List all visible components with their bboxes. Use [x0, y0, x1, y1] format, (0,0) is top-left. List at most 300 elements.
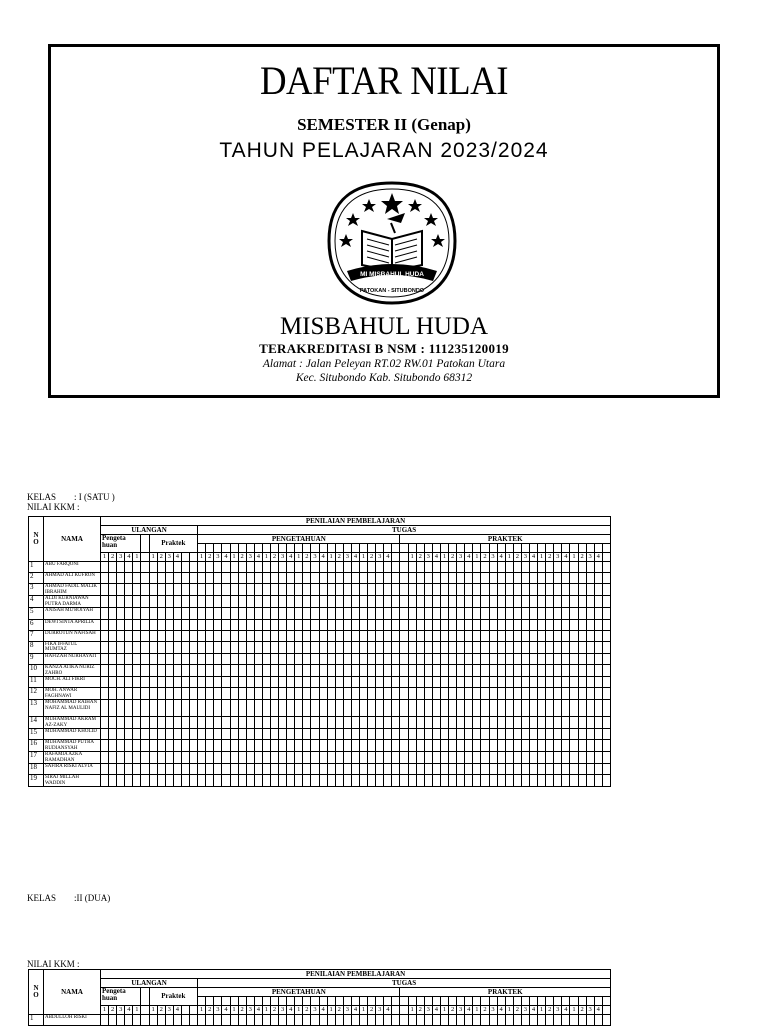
grade-cell[interactable]: [109, 619, 117, 630]
grade-cell[interactable]: [360, 688, 368, 700]
grade-cell[interactable]: [497, 562, 505, 573]
grade-cell[interactable]: [303, 764, 311, 775]
grade-cell[interactable]: [554, 653, 562, 664]
grade-cell[interactable]: [141, 596, 149, 608]
grade-cell[interactable]: [262, 641, 270, 653]
grade-cell[interactable]: [505, 584, 513, 596]
grade-cell[interactable]: [109, 717, 117, 729]
grade-cell[interactable]: [222, 562, 230, 573]
grade-cell[interactable]: [416, 740, 424, 752]
grade-cell[interactable]: [295, 775, 303, 787]
grade-cell[interactable]: [295, 596, 303, 608]
grade-cell[interactable]: [465, 562, 473, 573]
grade-cell[interactable]: [206, 700, 214, 717]
grade-cell[interactable]: [190, 619, 198, 630]
grade-cell[interactable]: [505, 688, 513, 700]
grade-cell[interactable]: [562, 677, 570, 688]
grade-cell[interactable]: [465, 700, 473, 717]
grade-cell[interactable]: [594, 653, 602, 664]
grade-cell[interactable]: [416, 729, 424, 740]
grade-cell[interactable]: [376, 619, 384, 630]
grade-cell[interactable]: [222, 752, 230, 764]
grade-cell[interactable]: [376, 573, 384, 584]
grade-cell[interactable]: [230, 596, 238, 608]
grade-cell[interactable]: [149, 688, 157, 700]
grade-cell[interactable]: [149, 573, 157, 584]
grade-cell[interactable]: [246, 665, 254, 677]
grade-cell[interactable]: [521, 764, 529, 775]
grade-cell[interactable]: [562, 717, 570, 729]
grade-cell[interactable]: [319, 717, 327, 729]
grade-cell[interactable]: [586, 619, 594, 630]
grade-cell[interactable]: [578, 729, 586, 740]
grade-cell[interactable]: [497, 677, 505, 688]
grade-cell[interactable]: [546, 688, 554, 700]
grade-cell[interactable]: [529, 717, 537, 729]
grade-cell[interactable]: [214, 630, 222, 641]
grade-cell[interactable]: [181, 630, 189, 641]
grade-cell[interactable]: [335, 688, 343, 700]
grade-cell[interactable]: [351, 717, 359, 729]
grade-cell[interactable]: [513, 641, 521, 653]
grade-cell[interactable]: [351, 562, 359, 573]
grade-cell[interactable]: [351, 1015, 359, 1026]
grade-cell[interactable]: [570, 584, 578, 596]
grade-cell[interactable]: [230, 700, 238, 717]
grade-cell[interactable]: [117, 630, 125, 641]
grade-cell[interactable]: [270, 619, 278, 630]
grade-cell[interactable]: [424, 688, 432, 700]
grade-cell[interactable]: [190, 641, 198, 653]
grade-cell[interactable]: [489, 677, 497, 688]
grade-cell[interactable]: [262, 630, 270, 641]
grade-cell[interactable]: [432, 717, 440, 729]
grade-cell[interactable]: [222, 1015, 230, 1026]
grade-cell[interactable]: [562, 584, 570, 596]
grade-cell[interactable]: [222, 700, 230, 717]
grade-cell[interactable]: [376, 1015, 384, 1026]
grade-cell[interactable]: [319, 740, 327, 752]
grade-cell[interactable]: [570, 573, 578, 584]
grade-cell[interactable]: [521, 700, 529, 717]
grade-cell[interactable]: [513, 1015, 521, 1026]
grade-cell[interactable]: [230, 717, 238, 729]
grade-cell[interactable]: [295, 729, 303, 740]
grade-cell[interactable]: [311, 608, 319, 619]
grade-cell[interactable]: [270, 1015, 278, 1026]
grade-cell[interactable]: [538, 717, 546, 729]
grade-cell[interactable]: [594, 729, 602, 740]
grade-cell[interactable]: [392, 596, 400, 608]
grade-cell[interactable]: [222, 653, 230, 664]
grade-cell[interactable]: [578, 573, 586, 584]
grade-cell[interactable]: [384, 752, 392, 764]
grade-cell[interactable]: [538, 619, 546, 630]
grade-cell[interactable]: [206, 630, 214, 641]
grade-cell[interactable]: [319, 596, 327, 608]
grade-cell[interactable]: [319, 665, 327, 677]
grade-cell[interactable]: [262, 653, 270, 664]
grade-cell[interactable]: [246, 641, 254, 653]
grade-cell[interactable]: [327, 752, 335, 764]
grade-cell[interactable]: [238, 653, 246, 664]
grade-cell[interactable]: [343, 717, 351, 729]
grade-cell[interactable]: [521, 630, 529, 641]
grade-cell[interactable]: [554, 665, 562, 677]
grade-cell[interactable]: [554, 1015, 562, 1026]
grade-cell[interactable]: [546, 596, 554, 608]
grade-cell[interactable]: [125, 729, 133, 740]
grade-cell[interactable]: [206, 688, 214, 700]
grade-cell[interactable]: [125, 752, 133, 764]
grade-cell[interactable]: [319, 1015, 327, 1026]
grade-cell[interactable]: [449, 717, 457, 729]
grade-cell[interactable]: [416, 653, 424, 664]
grade-cell[interactable]: [165, 562, 173, 573]
grade-cell[interactable]: [141, 752, 149, 764]
grade-cell[interactable]: [206, 752, 214, 764]
grade-cell[interactable]: [279, 752, 287, 764]
grade-cell[interactable]: [287, 653, 295, 664]
grade-cell[interactable]: [400, 677, 408, 688]
grade-cell[interactable]: [173, 630, 181, 641]
grade-cell[interactable]: [489, 584, 497, 596]
grade-cell[interactable]: [416, 619, 424, 630]
grade-cell[interactable]: [101, 729, 109, 740]
grade-cell[interactable]: [521, 1015, 529, 1026]
grade-cell[interactable]: [254, 619, 262, 630]
grade-cell[interactable]: [222, 665, 230, 677]
grade-cell[interactable]: [198, 729, 206, 740]
grade-cell[interactable]: [570, 717, 578, 729]
grade-cell[interactable]: [602, 700, 610, 717]
grade-cell[interactable]: [335, 573, 343, 584]
grade-cell[interactable]: [141, 619, 149, 630]
grade-cell[interactable]: [214, 717, 222, 729]
grade-cell[interactable]: [360, 740, 368, 752]
grade-cell[interactable]: [149, 608, 157, 619]
grade-cell[interactable]: [262, 619, 270, 630]
grade-cell[interactable]: [497, 729, 505, 740]
grade-cell[interactable]: [319, 608, 327, 619]
grade-cell[interactable]: [181, 653, 189, 664]
grade-cell[interactable]: [351, 752, 359, 764]
grade-cell[interactable]: [165, 1015, 173, 1026]
grade-cell[interactable]: [141, 573, 149, 584]
grade-cell[interactable]: [449, 630, 457, 641]
grade-cell[interactable]: [400, 700, 408, 717]
grade-cell[interactable]: [384, 775, 392, 787]
grade-cell[interactable]: [570, 641, 578, 653]
grade-cell[interactable]: [165, 717, 173, 729]
grade-cell[interactable]: [513, 752, 521, 764]
grade-cell[interactable]: [392, 584, 400, 596]
grade-cell[interactable]: [181, 641, 189, 653]
grade-cell[interactable]: [546, 1015, 554, 1026]
grade-cell[interactable]: [457, 573, 465, 584]
grade-cell[interactable]: [594, 630, 602, 641]
grade-cell[interactable]: [173, 596, 181, 608]
grade-cell[interactable]: [125, 596, 133, 608]
grade-cell[interactable]: [408, 619, 416, 630]
grade-cell[interactable]: [279, 584, 287, 596]
grade-cell[interactable]: [521, 752, 529, 764]
grade-cell[interactable]: [327, 630, 335, 641]
grade-cell[interactable]: [602, 641, 610, 653]
grade-cell[interactable]: [351, 665, 359, 677]
grade-cell[interactable]: [254, 764, 262, 775]
grade-cell[interactable]: [594, 562, 602, 573]
grade-cell[interactable]: [392, 764, 400, 775]
grade-cell[interactable]: [165, 740, 173, 752]
grade-cell[interactable]: [109, 764, 117, 775]
grade-cell[interactable]: [303, 653, 311, 664]
grade-cell[interactable]: [230, 619, 238, 630]
grade-cell[interactable]: [457, 653, 465, 664]
grade-cell[interactable]: [157, 630, 165, 641]
grade-cell[interactable]: [554, 700, 562, 717]
grade-cell[interactable]: [513, 717, 521, 729]
grade-cell[interactable]: [149, 562, 157, 573]
grade-cell[interactable]: [165, 619, 173, 630]
grade-cell[interactable]: [230, 752, 238, 764]
grade-cell[interactable]: [538, 596, 546, 608]
grade-cell[interactable]: [133, 562, 141, 573]
grade-cell[interactable]: [287, 562, 295, 573]
grade-cell[interactable]: [125, 641, 133, 653]
grade-cell[interactable]: [384, 688, 392, 700]
grade-cell[interactable]: [457, 752, 465, 764]
grade-cell[interactable]: [254, 584, 262, 596]
grade-cell[interactable]: [190, 665, 198, 677]
grade-cell[interactable]: [416, 630, 424, 641]
grade-cell[interactable]: [335, 717, 343, 729]
grade-cell[interactable]: [384, 573, 392, 584]
grade-cell[interactable]: [554, 729, 562, 740]
grade-cell[interactable]: [173, 764, 181, 775]
grade-cell[interactable]: [246, 1015, 254, 1026]
grade-cell[interactable]: [133, 665, 141, 677]
grade-cell[interactable]: [538, 630, 546, 641]
grade-cell[interactable]: [505, 700, 513, 717]
grade-cell[interactable]: [602, 752, 610, 764]
grade-cell[interactable]: [165, 729, 173, 740]
grade-cell[interactable]: [570, 619, 578, 630]
grade-cell[interactable]: [554, 717, 562, 729]
grade-cell[interactable]: [529, 764, 537, 775]
grade-cell[interactable]: [125, 740, 133, 752]
grade-cell[interactable]: [538, 752, 546, 764]
grade-cell[interactable]: [303, 700, 311, 717]
grade-cell[interactable]: [392, 688, 400, 700]
grade-cell[interactable]: [149, 677, 157, 688]
grade-cell[interactable]: [214, 653, 222, 664]
grade-cell[interactable]: [578, 1015, 586, 1026]
grade-cell[interactable]: [440, 1015, 448, 1026]
grade-cell[interactable]: [173, 573, 181, 584]
grade-cell[interactable]: [343, 677, 351, 688]
grade-cell[interactable]: [198, 596, 206, 608]
grade-cell[interactable]: [594, 764, 602, 775]
grade-cell[interactable]: [181, 619, 189, 630]
grade-cell[interactable]: [198, 653, 206, 664]
grade-cell[interactable]: [481, 630, 489, 641]
grade-cell[interactable]: [270, 630, 278, 641]
grade-cell[interactable]: [602, 1015, 610, 1026]
grade-cell[interactable]: [230, 688, 238, 700]
grade-cell[interactable]: [165, 665, 173, 677]
grade-cell[interactable]: [279, 729, 287, 740]
grade-cell[interactable]: [360, 584, 368, 596]
grade-cell[interactable]: [311, 740, 319, 752]
grade-cell[interactable]: [368, 775, 376, 787]
grade-cell[interactable]: [319, 584, 327, 596]
grade-cell[interactable]: [343, 700, 351, 717]
grade-cell[interactable]: [578, 630, 586, 641]
grade-cell[interactable]: [392, 752, 400, 764]
grade-cell[interactable]: [376, 740, 384, 752]
grade-cell[interactable]: [586, 700, 594, 717]
grade-cell[interactable]: [141, 717, 149, 729]
grade-cell[interactable]: [319, 630, 327, 641]
grade-cell[interactable]: [157, 619, 165, 630]
grade-cell[interactable]: [481, 608, 489, 619]
grade-cell[interactable]: [521, 573, 529, 584]
grade-cell[interactable]: [149, 619, 157, 630]
grade-cell[interactable]: [311, 688, 319, 700]
grade-cell[interactable]: [465, 764, 473, 775]
grade-cell[interactable]: [165, 752, 173, 764]
grade-cell[interactable]: [303, 717, 311, 729]
grade-cell[interactable]: [538, 653, 546, 664]
grade-cell[interactable]: [440, 700, 448, 717]
grade-cell[interactable]: [295, 1015, 303, 1026]
grade-cell[interactable]: [570, 775, 578, 787]
grade-cell[interactable]: [117, 653, 125, 664]
grade-cell[interactable]: [457, 1015, 465, 1026]
grade-cell[interactable]: [529, 775, 537, 787]
grade-cell[interactable]: [133, 653, 141, 664]
grade-cell[interactable]: [173, 717, 181, 729]
grade-cell[interactable]: [465, 596, 473, 608]
grade-cell[interactable]: [117, 641, 125, 653]
grade-cell[interactable]: [570, 677, 578, 688]
grade-cell[interactable]: [384, 630, 392, 641]
grade-cell[interactable]: [602, 665, 610, 677]
grade-cell[interactable]: [279, 653, 287, 664]
grade-cell[interactable]: [538, 688, 546, 700]
grade-cell[interactable]: [262, 573, 270, 584]
grade-cell[interactable]: [343, 775, 351, 787]
grade-cell[interactable]: [505, 775, 513, 787]
grade-cell[interactable]: [449, 775, 457, 787]
grade-cell[interactable]: [254, 653, 262, 664]
grade-cell[interactable]: [562, 775, 570, 787]
grade-cell[interactable]: [351, 729, 359, 740]
grade-cell[interactable]: [262, 584, 270, 596]
grade-cell[interactable]: [570, 608, 578, 619]
grade-cell[interactable]: [513, 700, 521, 717]
grade-cell[interactable]: [125, 608, 133, 619]
grade-cell[interactable]: [408, 677, 416, 688]
grade-cell[interactable]: [279, 717, 287, 729]
grade-cell[interactable]: [546, 653, 554, 664]
grade-cell[interactable]: [295, 717, 303, 729]
grade-cell[interactable]: [360, 1015, 368, 1026]
grade-cell[interactable]: [408, 665, 416, 677]
grade-cell[interactable]: [449, 752, 457, 764]
grade-cell[interactable]: [238, 573, 246, 584]
grade-cell[interactable]: [513, 584, 521, 596]
grade-cell[interactable]: [214, 729, 222, 740]
grade-cell[interactable]: [295, 764, 303, 775]
grade-cell[interactable]: [198, 584, 206, 596]
grade-cell[interactable]: [497, 665, 505, 677]
grade-cell[interactable]: [424, 630, 432, 641]
grade-cell[interactable]: [262, 700, 270, 717]
grade-cell[interactable]: [101, 653, 109, 664]
grade-cell[interactable]: [473, 752, 481, 764]
grade-cell[interactable]: [230, 1015, 238, 1026]
grade-cell[interactable]: [449, 596, 457, 608]
grade-cell[interactable]: [246, 752, 254, 764]
grade-cell[interactable]: [311, 764, 319, 775]
grade-cell[interactable]: [141, 700, 149, 717]
grade-cell[interactable]: [327, 665, 335, 677]
grade-cell[interactable]: [165, 764, 173, 775]
grade-cell[interactable]: [529, 596, 537, 608]
grade-cell[interactable]: [270, 584, 278, 596]
grade-cell[interactable]: [214, 1015, 222, 1026]
grade-cell[interactable]: [440, 740, 448, 752]
grade-cell[interactable]: [343, 1015, 351, 1026]
grade-cell[interactable]: [101, 630, 109, 641]
grade-cell[interactable]: [343, 641, 351, 653]
grade-cell[interactable]: [101, 677, 109, 688]
grade-cell[interactable]: [432, 653, 440, 664]
grade-cell[interactable]: [360, 630, 368, 641]
grade-cell[interactable]: [384, 619, 392, 630]
grade-cell[interactable]: [489, 729, 497, 740]
grade-cell[interactable]: [360, 562, 368, 573]
grade-cell[interactable]: [262, 729, 270, 740]
grade-cell[interactable]: [198, 717, 206, 729]
grade-cell[interactable]: [424, 641, 432, 653]
grade-cell[interactable]: [360, 665, 368, 677]
grade-cell[interactable]: [230, 608, 238, 619]
grade-cell[interactable]: [554, 764, 562, 775]
grade-cell[interactable]: [408, 700, 416, 717]
grade-cell[interactable]: [181, 740, 189, 752]
grade-cell[interactable]: [303, 752, 311, 764]
grade-cell[interactable]: [457, 677, 465, 688]
grade-cell[interactable]: [351, 677, 359, 688]
grade-cell[interactable]: [529, 700, 537, 717]
grade-cell[interactable]: [327, 729, 335, 740]
grade-cell[interactable]: [368, 764, 376, 775]
grade-cell[interactable]: [513, 764, 521, 775]
grade-cell[interactable]: [149, 596, 157, 608]
grade-cell[interactable]: [295, 752, 303, 764]
grade-cell[interactable]: [125, 630, 133, 641]
grade-cell[interactable]: [392, 775, 400, 787]
grade-cell[interactable]: [473, 717, 481, 729]
grade-cell[interactable]: [473, 1015, 481, 1026]
grade-cell[interactable]: [368, 752, 376, 764]
grade-cell[interactable]: [546, 752, 554, 764]
grade-cell[interactable]: [529, 573, 537, 584]
grade-cell[interactable]: [586, 562, 594, 573]
